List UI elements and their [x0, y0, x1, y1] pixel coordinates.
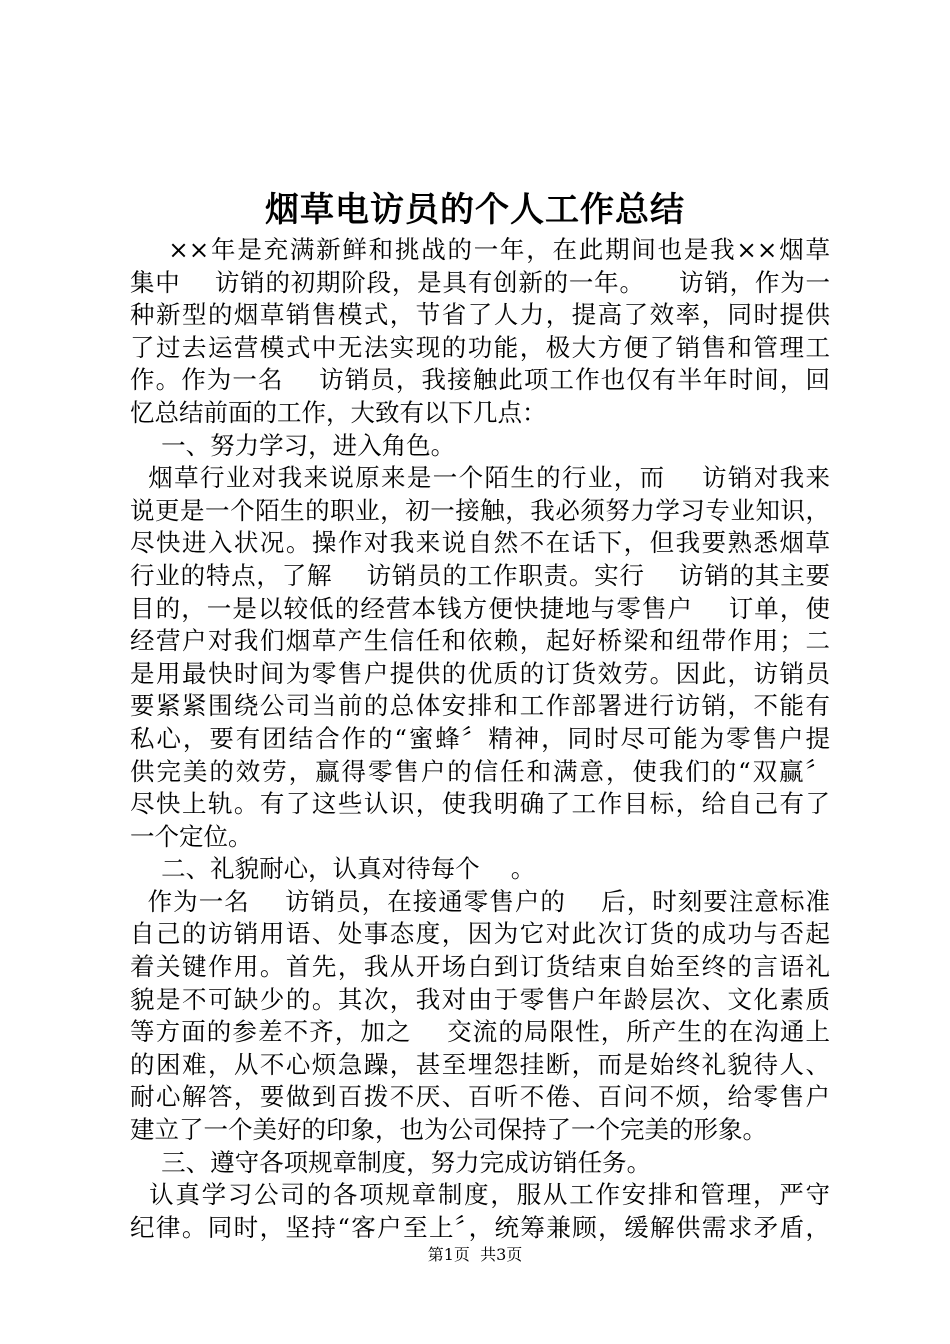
- text-line: 纪律。同时，坚持“客户至上〞，统筹兼顾，缓解供需求矛盾，: [130, 1212, 830, 1242]
- text-line: 私心，要有团结合作的“蜜蜂〞精神，同时尽可能为零售户提: [130, 723, 830, 753]
- text-line: 耐心解答，要做到百拨不厌、百听不倦、百问不烦，给零售户: [130, 1082, 830, 1112]
- text-line: 三、遵守各项规章制度，努力完成访销任务。: [130, 1147, 652, 1177]
- text-line: 自己的访销用语、处事态度，因为它对此次订货的成功与否起: [130, 919, 830, 949]
- text-line: 尽快进入状况。操作对我来说自然不在话下，但我要熟悉烟草: [130, 528, 830, 558]
- text-line: 烟草行业对我来说原来是一个陌生的行业，而 访销对我来: [130, 463, 830, 493]
- text-line: 种新型的烟草销售模式，节省了人力，提高了效率，同时提供: [130, 300, 830, 330]
- document-body: [130, 234, 830, 1244]
- text-line: 等方面的参差不齐，加之 交流的局限性，所产生的在沟通上: [130, 1017, 830, 1047]
- text-line: 集中 访销的初期阶段，是具有创新的一年。 访销，作为一: [130, 267, 830, 297]
- text-line: 作为一名 访销员，在接通零售户的 后，时刻要注意标准: [130, 886, 830, 916]
- text-line: 的困难，从不心烦急躁，甚至埋怨挂断，而是始终礼貌待人、: [130, 1049, 830, 1079]
- text-line: 忆总结前面的工作，大致有以下几点：: [130, 397, 547, 427]
- text-line: 建立了一个美好的印象，也为公司保持了一个完美的形象。: [130, 1115, 767, 1145]
- text-line: 行业的特点，了解 访销员的工作职责。实行 访销的其主要: [130, 560, 830, 590]
- document-title: 烟草电访员的个人工作总结: [265, 190, 685, 230]
- text-line: 认真学习公司的各项规章制度，服从工作安排和管理，严守: [130, 1180, 830, 1210]
- text-line: 貌是不可缺少的。其次，我对由于零售户年龄层次、文化素质: [130, 984, 830, 1014]
- text-line: 是用最快时间为零售户提供的优质的订货效劳。因此，访销员: [130, 658, 830, 688]
- text-line: 二、礼貌耐心，认真对待每个 。: [130, 854, 536, 884]
- text-line: 说更是一个陌生的职业，初一接触，我必须努力学习专业知识，: [130, 495, 830, 525]
- page-footer: 第1页 共3页: [427, 1245, 523, 1264]
- text-line: 了过去运营模式中无法实现的功能，极大方便了销售和管理工: [130, 332, 830, 362]
- text-line: 供完美的效劳，赢得零售户的信任和满意，使我们的“双赢〞: [130, 756, 830, 786]
- text-line: 一个定位。: [130, 821, 253, 851]
- text-line: ××年是充满新鲜和挑战的一年，在此期间也是我××烟草: [130, 235, 830, 264]
- text-line: 作。作为一名 访销员，我接触此项工作也仅有半年时间，回: [130, 365, 830, 395]
- text-line: 一、努力学习，进入角色。: [130, 430, 456, 460]
- text-line: 要紧紧围绕公司当前的总体安排和工作部署进行访销，不能有: [130, 691, 830, 721]
- text-line: 着关键作用。首先，我从开场白到订货结束自始至终的言语礼: [130, 952, 830, 982]
- text-line: 经营户对我们烟草产生信任和依赖，起好桥梁和纽带作用；二: [130, 626, 830, 656]
- text-line: 尽快上轨。有了这些认识，使我明确了工作目标，给自己有了: [130, 789, 830, 819]
- text-line: 目的，一是以较低的经营本钱方便快捷地与零售户 订单，使: [130, 593, 830, 623]
